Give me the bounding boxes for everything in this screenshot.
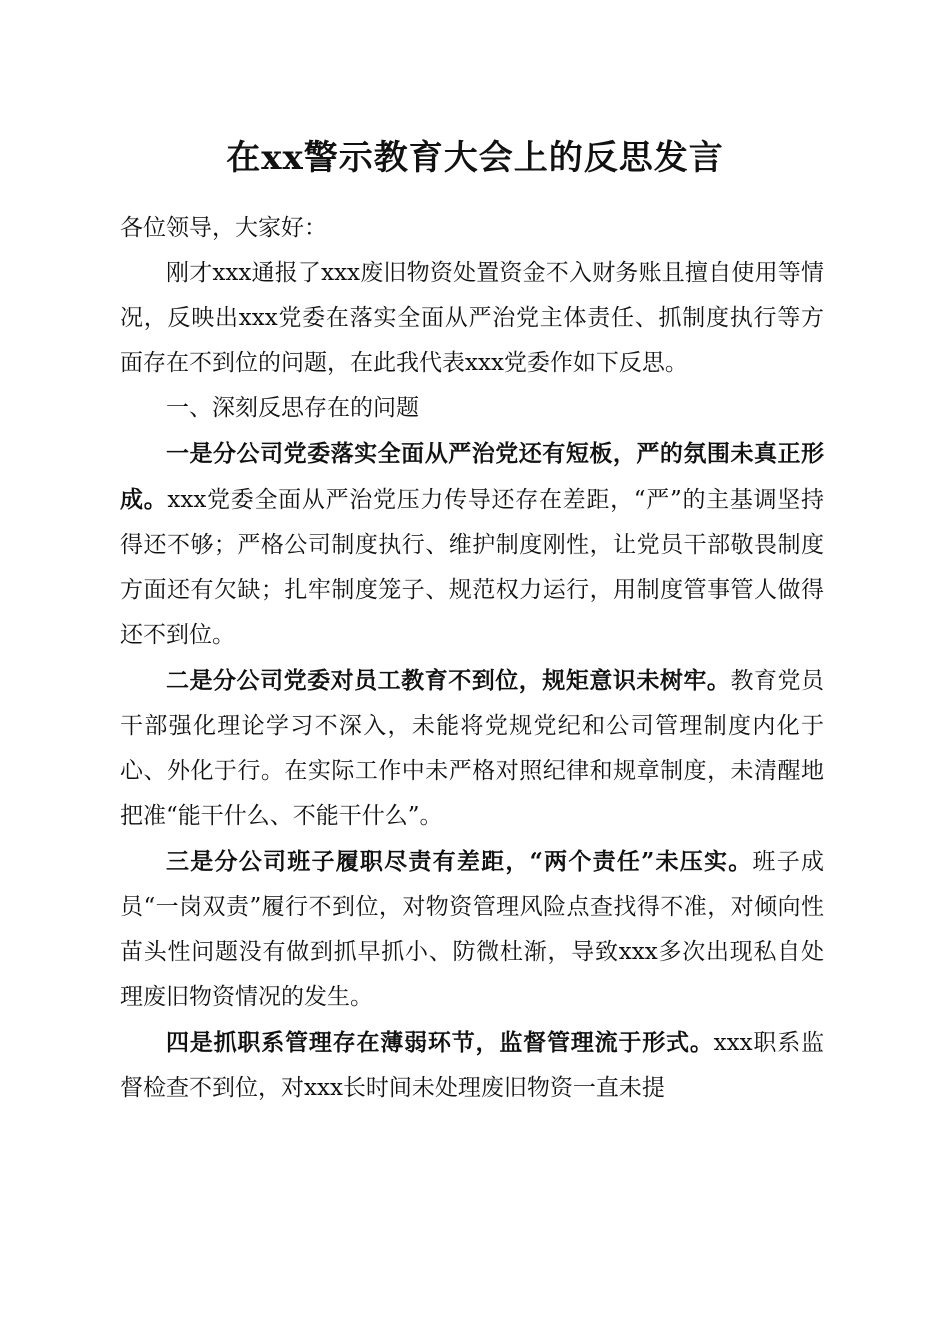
point-text-1: xxx党委全面从严治党压力传导还存在差距，“严”的主基调坚持得还不够；严格公司制度执行、维护制度刚性，让党员干部敬畏制度方面还有欠缺；扎牢制度笼子、规范权力运行，用制度管事管人做得还不到位。 [120, 487, 824, 648]
point-paragraph-1 [120, 431, 824, 658]
point-paragraph-3 [120, 839, 824, 1020]
point-text-2: 教育党员干部强化理论学习不深入，未能将党规党纪和公司管理制度内化于心、外化于行。在实际工作中未严格对照纪律和规章制度，未清醒地把准“能干什么、不能干什么”。 [120, 668, 825, 829]
point-text-4: xxx职系监督检查不到位，对xxx长时间未处理废旧物资一直未提 [120, 1030, 825, 1101]
section-heading: 一、深刻反思存在的问题 [166, 395, 419, 421]
salutation: 各位领导，大家好： [120, 215, 327, 241]
point-paragraph-4 [120, 1020, 824, 1111]
point-lead-3: 三是分公司班子履职尽责有差距，“两个责任”未压实。 [166, 848, 753, 875]
point-text-3: 班子成员“一岗双责”履行不到位，对物资管理风险点查找得不准，对倾向性苗头性问题没有做到抓早抓小、防微杜渐，导致xxx多次出现私自处理废旧物资情况的发生。 [120, 849, 824, 1010]
point-lead-4: 四是抓职系管理存在薄弱环节，监督管理流于形式。 [166, 1029, 714, 1056]
point-lead-2: 二是分公司党委对员工教育不到位，规矩意识未树牢。 [166, 667, 731, 694]
document-title: 在xx警示教育大会上的反思发言 [226, 138, 724, 178]
point-lead-1: 一是分公司党委落实全面从严治党还有短板，严的氛围未真正形成。 [120, 440, 824, 513]
intro-paragraph: 刚才xxx通报了xxx废旧物资处置资金不入财务账且擅自使用等情况，反映出xxx党委在落实全面从严治党主体责任、抓制度执行等方面存在不到位的问题，在此我代表xxx党委作如下反思。 [120, 260, 824, 376]
point-paragraph-2 [120, 658, 824, 839]
document-body [120, 206, 824, 1111]
